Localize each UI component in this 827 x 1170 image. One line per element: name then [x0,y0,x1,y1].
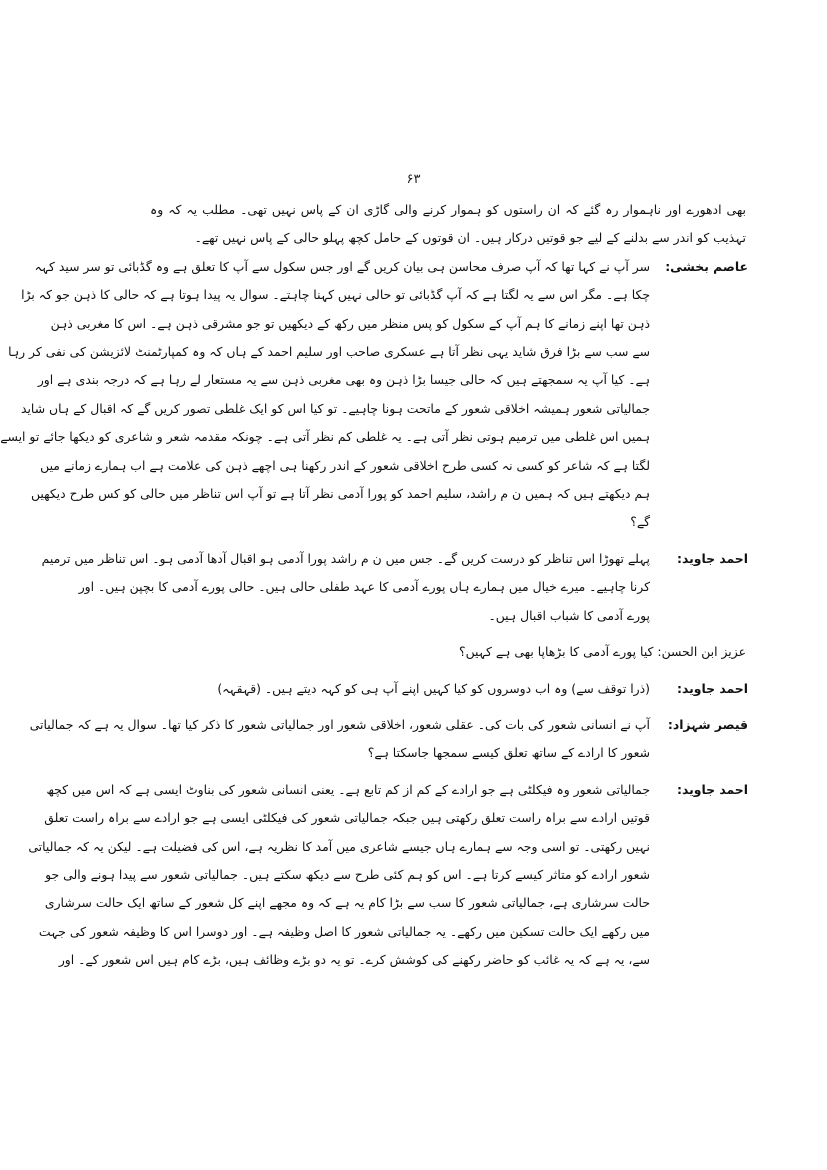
text-line: لگتا ہے کہ شاعر کو کسی نہ کسی طرح اخلاقی شعور کے اندر رکھنا ہی اچھے ذہن کی علامت ہے اب ہمارے زمانے میں [40,457,650,473]
dialogue-turn [150,675,746,703]
text-line: جمالیاتی شعور وہ فیکلٹی ہے جو ارادے کے کم از کم تابع ہے۔ یعنی انسانی شعور کی بناوٹ ایسی ہے کہ اس میں کچھ [46,781,650,797]
document-body [0,196,748,975]
speaker-name: احمد جاوید: [676,550,748,566]
speaker-name: احمد جاوید: [676,781,748,797]
text-line: نہیں رکھتی۔ تو اسی وجہ سے ہمارے ہاں جیسے شاعری میں آمد کا نظریہ ہے، اس کی فضیلت ہے۔ لیکن یہ کہ جمالیاتی [28,838,650,854]
paragraph-gap [150,703,746,711]
text-line: (ذرا توقف سے) وہ اب دوسروں کو کیا کہیں اپنے آپ ہی کو کہہ دیتے ہیں۔ (قہقہہ) [217,680,650,696]
paragraph-gap [150,537,746,545]
dialogue-turn [28,776,748,975]
text-line: ہم دیکھتے ہیں کہ ہمیں ن م راشد، سلیم احمد کو پورا آدمی نظر آتا ہے تو آپ اس تناظر میں حالی کو کس طرح دیکھیں [30,486,650,502]
text-line: میں رکھے ایک حالت تسکین میں رکھے۔ یہ جمالیاتی شعور کا اصل وظیفہ ہے۔ اور دوسرا اس کا وظیفہ شعور کی جہت [38,923,650,939]
text-line: ذہن تھا اپنے زمانے کا ہم آپ کے سکول کو پس منظر میں رکھ کے دیکھیں تو جو مشرقی ذہن ہے۔ اس کا مغربی ذہن [50,315,650,331]
speaker-name: عاصم بخشی: [665,258,748,274]
text-line: گے؟ [630,514,650,530]
speaker-name: قیصر شہزاد: [667,716,748,732]
dialogue-turn [41,545,748,630]
text-line: ہے۔ کیا آپ یہ سمجھتے ہیں کہ حالی جیسا بڑا ذہن وہ بھی مغربی ذہن سے یہ مستعار لے رہا ہے کہ درجہ بندی ہے اور [37,372,650,388]
text-line: تہذیب کو اندر سے بدلنے کے لیے جو قوتیں درکار ہیں۔ ان قوتوں کے حامل کچھ پہلو حالی کے پاس نہیں تھے۔ [194,230,746,246]
speaker-name: احمد جاوید: [676,680,748,696]
text-line: کرنا چاہیے۔ میرے خیال میں ہمارے ہاں پورے آدمی کا عہد طفلی حالی ہیں۔ حالی پورے آدمی کا بچپن ہیں۔ اور [78,579,650,595]
text-line: آپ نے انسانی شعور کی بات کی۔ عقلی شعور، اخلاقی شعور اور جمالیاتی شعور کا ذکر کیا تھا۔ سوال یہ ہے کہ جمالیاتی [29,716,650,732]
text-line: جمالیاتی شعور ہمیشہ اخلاقی شعور کے ماتحت ہونا چاہیے۔ تو کیا اس کو ایک غلطی تصور کریں گے کہ اقبال کے ہاں شاید [20,400,650,416]
page-number: ۶۳ [406,172,421,187]
paragraph-gap [150,667,746,675]
text-line: سے سب سے بڑا فرق شاید یہی نظر آتا ہے عسکری صاحب اور سلیم احمد کے ہاں کہ وہ کمپارٹمنٹ لائزیشن کی نفی کر رہا [8,344,650,360]
text-line: شعور کا ارادے کے ساتھ تعلق کیسے سمجھا جاسکتا ہے؟ [367,745,650,761]
paragraph-gap [150,768,746,776]
paragraph [150,196,746,253]
text-line: شعور ارادے کو متاثر کیسے کرتا ہے۔ اس کو ہم کئی طرح سے دیکھ سکتے ہیں۔ جمالیاتی شعور سے پیدا ہونے والی جو [45,866,650,882]
text-line: پہلے تھوڑا اس تناظر کو درست کریں گے۔ جس میں ن م راشد پورا آدمی ہو اقبال آدھا آدمی ہو۔ اس تناظر میں ترمیم [41,550,650,566]
text-line: حالت سرشاری ہے، جمالیاتی شعور کا سب سے بڑا کام یہ ہے کہ وہ مجھے اپنے کل شعور کے ساتھ ایک حالت سرشاری [44,895,650,911]
text-line: قوتیں ارادے سے براہ راست تعلق رکھتی ہیں جبکہ جمالیاتی شعور کی فیکلٹی ایسی ہے جو ارادے سے براہ راست تعلق [44,810,650,826]
text-line: سر آپ نے کہا تھا کہ آپ صرف محاسن ہی بیان کریں گے اور جس سکول سے آپ کا تعلق ہے وہ گڈبائی تو سر سید کہہ [34,258,650,274]
dialogue-turn [29,711,748,768]
text-line: ہمیں اس غلطی میں ترمیم ہوتی نظر آتی ہے۔ یہ غلطی کم نظر آتی ہے۔ چونکہ مقدمہ شعر و شاعری کو دیکھا جائے تو ایسے [0,429,650,445]
text-line: عزیز ابن الحسن: کیا پورے آدمی کا بڑھاپا بھی ہے کہیں؟ [459,644,746,660]
text-line: بھی ادھورے اور ناہموار رہ گئے کہ ان راستوں کو ہموار کرنے والی گاڑی ان کے پاس نہیں تھی۔ مطلب یہ کہ وہ [150,202,746,217]
text-line: سے، یہ ہے کہ یہ غائب کو حاضر رکھنے کی کوشش کرے۔ تو یہ دو بڑے وظائف ہیں، بڑے کام ہیں اس شعور کے۔ اور [58,952,650,968]
paragraph [150,638,746,666]
dialogue-turn [0,253,748,537]
paragraph-gap [150,630,746,638]
text-line: پورے آدمی کا شباب اقبال ہیں۔ [488,607,650,623]
text-line: چکا ہے۔ مگر اس سے یہ لگتا ہے کہ آپ گڈبائی تو حالی نہیں کہنا چاہتے۔ سوال یہ پیدا ہوتا ہے کہ حالی کا ذہن جو کہ بڑا [21,287,650,303]
